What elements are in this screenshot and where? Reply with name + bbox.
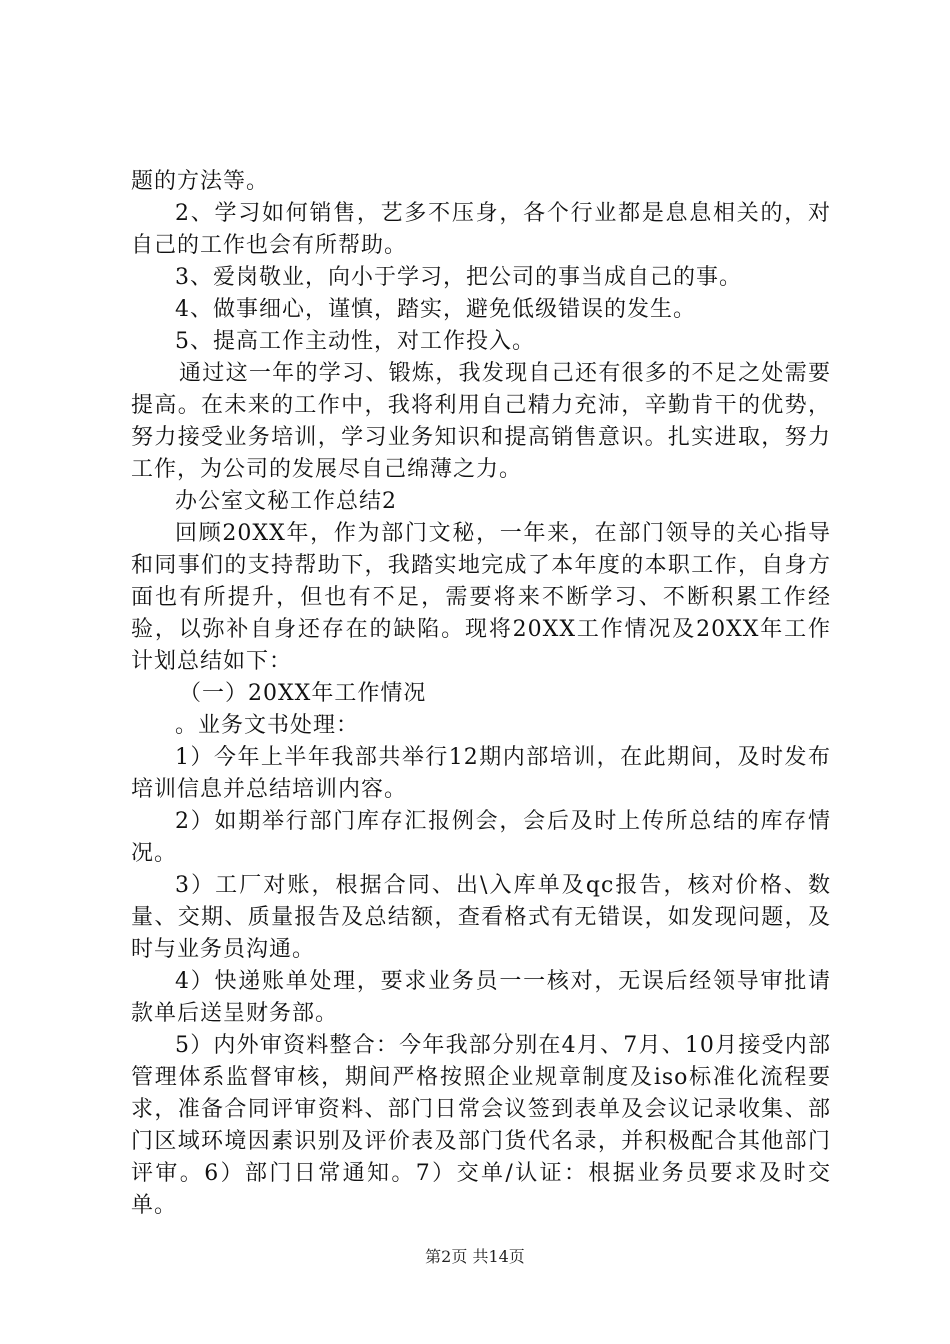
paragraph: 回顾20XX年，作为部门文秘，一年来，在部门领导的关心指导和同事们的支持帮助下，我踏实地完成了本年度的本职工作，自身方面也有所提升，但也有不足，需要将来不断学习、不断积累工作经验，以弥补自身还存在的缺陷。现将20XX工作情况及20XX年工作计划总结如下： [131, 521, 831, 674]
paragraph: 通过这一年的学习、锻炼，我发现自己还有很多的不足之处需要提高。在未来的工作中，我将利用自己精力充沛，辛勤肯干的优势，努力接受业务培训，学习业务知识和提高销售意识。扎实进取，努力工作，为公司的发展尽自己绵薄之力。 [131, 361, 831, 482]
paragraph: 4、做事细心，谨慎，踏实，避免低级错误的发生。 [175, 297, 696, 322]
paragraph: 2、学习如何销售，艺多不压身，各个行业都是息息相关的，对自己的工作也会有所帮助。 [131, 201, 831, 258]
subsection-heading: （一）20XX年工作情况 [179, 681, 427, 706]
paragraph: 1）今年上半年我部共举行12期内部培训，在此期间，及时发布培训信息并总结培训内容。 [131, 745, 831, 802]
page-number-label: 第2页 共14页 [425, 1247, 525, 1266]
paragraph: 4）快递账单处理，要求业务员一一核对，无误后经领导审批请款单后送呈财务部。 [131, 969, 831, 1026]
section-heading: 办公室文秘工作总结2 [175, 489, 397, 514]
paragraph: 。业务文书处理： [175, 713, 360, 738]
paragraph: 2）如期举行部门库存汇报例会，会后及时上传所总结的库存情况。 [131, 809, 831, 866]
page-footer [0, 1244, 950, 1267]
paragraph: 5）内外审资料整合：今年我部分别在4月、7月、10月接受内部管理体系监督审核，期间严格按照企业规章制度及iso标准化流程要求，准备合同评审资料、部门日常会议签到表单及会议记录收集、部门区域环境因素识别及评价表及部门货代名录，并积极配合其他部门评审。6）部门日常通知。7）交单/认证：根据业务员要求及时交单。 [131, 1033, 831, 1218]
paragraph: 题的方法等。 [131, 169, 270, 194]
paragraph: 3）工厂对账，根据合同、出\入库单及qc报告，核对价格、数量、交期、质量报告及总结额，查看格式有无错误，如发现问题，及时与业务员沟通。 [131, 873, 831, 962]
document-body [131, 166, 831, 1222]
paragraph: 3、爱岗敬业，向小于学习，把公司的事当成自己的事。 [175, 265, 742, 290]
paragraph: 5、提高工作主动性，对工作投入。 [175, 329, 535, 354]
